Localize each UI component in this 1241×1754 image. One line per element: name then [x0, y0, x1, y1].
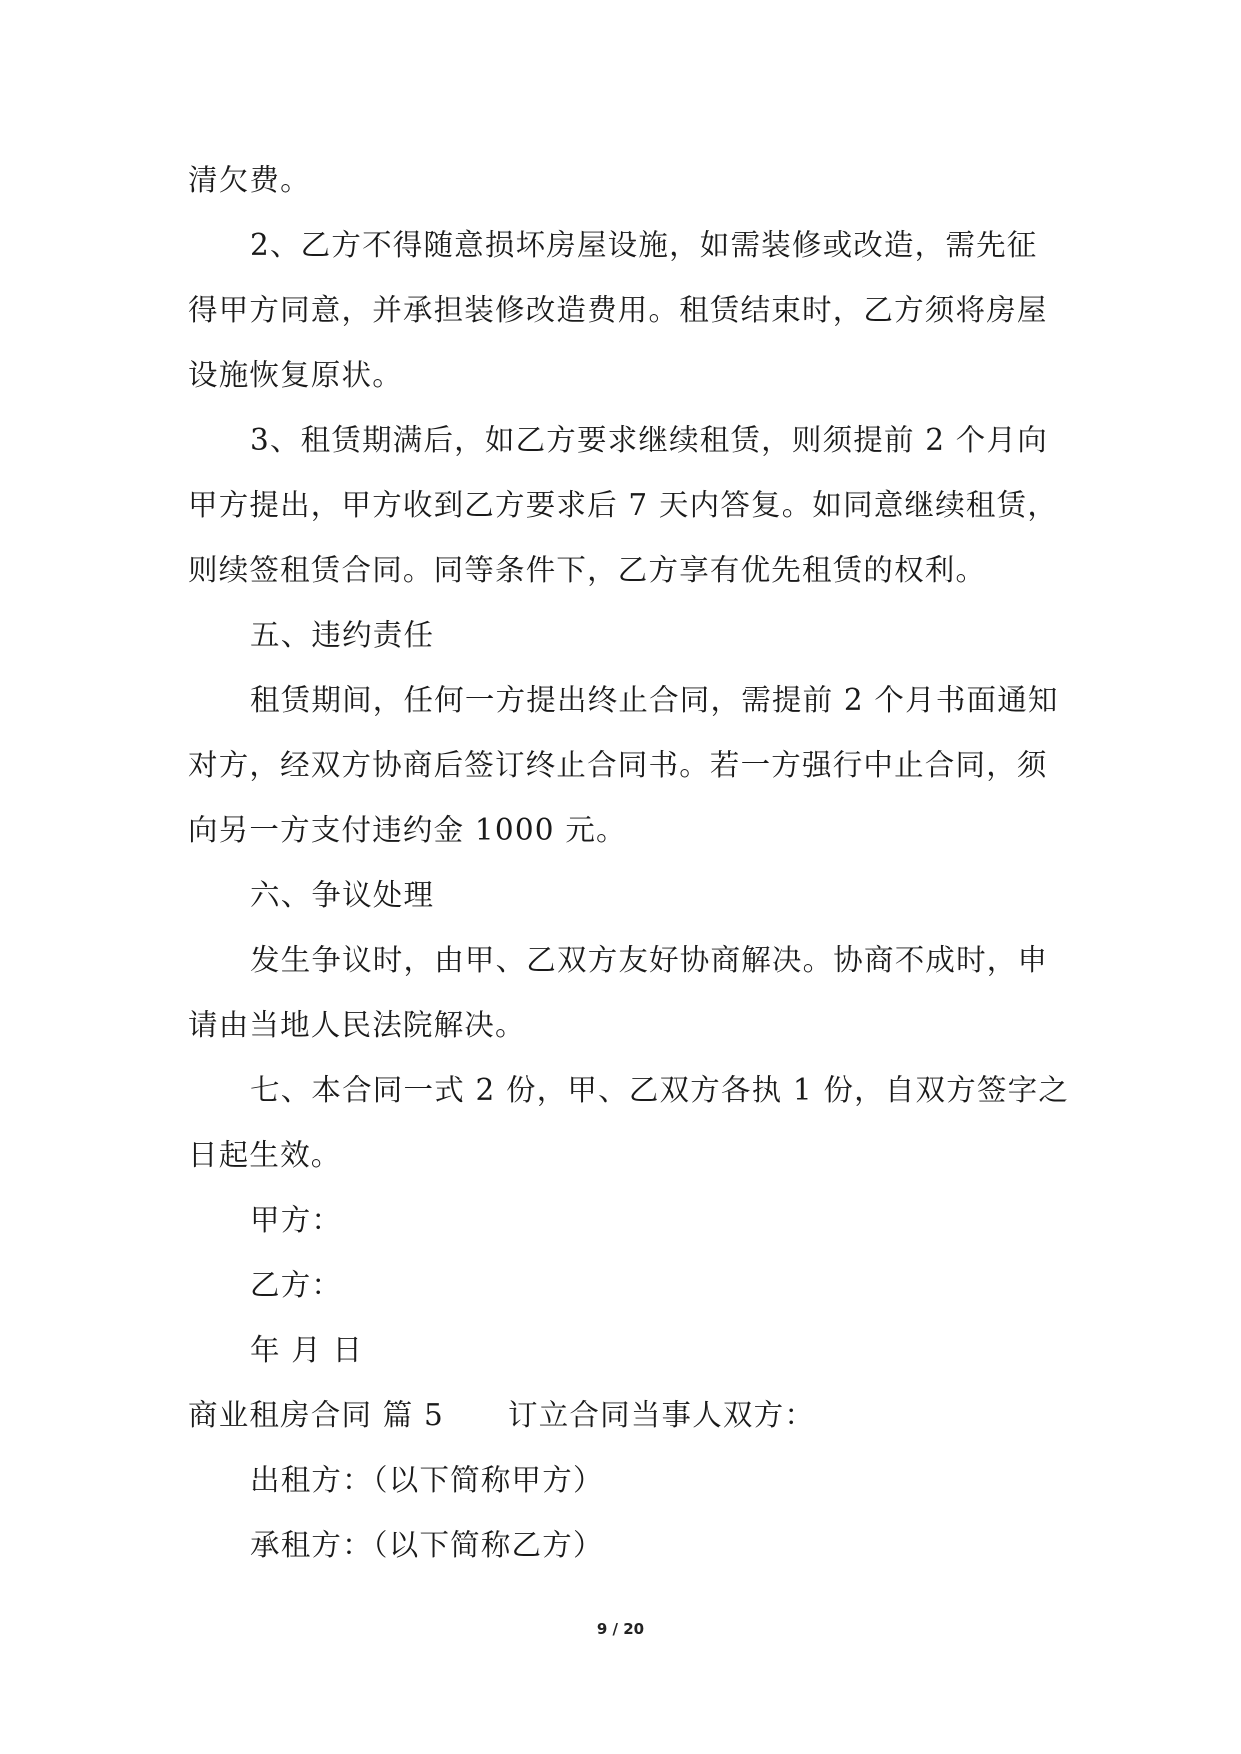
breach-line-2: 对方，经双方协商后签订终止合同书。若一方强行中止合同，须	[188, 748, 1048, 782]
clause-2-line-1: 2、乙方不得随意损坏房屋设施，如需装修或改造，需先征	[250, 228, 1038, 262]
clause-7-line-1: 七、本合同一式 2 份，甲、乙双方各执 1 份，自双方签字之	[250, 1073, 1070, 1107]
section-title: 商业租房合同 篇 5	[188, 1398, 445, 1432]
clause-2-line-2: 得甲方同意，并承担装修改造费用。租赁结束时，乙方须将房屋	[188, 293, 1048, 327]
signature-party-a: 甲方：	[250, 1203, 343, 1237]
clause-3-line-1: 3、租赁期满后，如乙方要求继续租赁，则须提前 2 个月向	[250, 423, 1048, 457]
section-title-line	[188, 1395, 1058, 1460]
page-number: 9 / 20	[596, 1620, 645, 1638]
dispute-line-1: 发生争议时，由甲、乙双方友好协商解决。协商不成时，申	[250, 943, 1049, 977]
section-subtitle: 订立合同当事人双方：	[508, 1398, 816, 1432]
breach-line-3: 向另一方支付违约金 1000 元。	[188, 813, 627, 847]
lessee-line: 承租方：（以下简称乙方）	[250, 1528, 604, 1562]
breach-line-1: 租赁期间，任何一方提出终止合同，需提前 2 个月书面通知	[250, 683, 1059, 717]
clause-7-line-2: 日起生效。	[188, 1138, 342, 1172]
clause-2-line-3: 设施恢复原状。	[188, 358, 403, 392]
signature-date: 年 月 日	[250, 1333, 364, 1367]
clause-3-line-2: 甲方提出，甲方收到乙方要求后 7 天内答复。如同意继续租赁，	[188, 488, 1059, 522]
lessor-line: 出租方：（以下简称甲方）	[250, 1463, 604, 1497]
dispute-line-2: 请由当地人民法院解决。	[188, 1008, 526, 1042]
document-body	[188, 160, 1070, 1590]
text-line: 清欠费。	[188, 163, 311, 197]
signature-party-b: 乙方：	[250, 1268, 343, 1302]
clause-3-line-3: 则续签租赁合同。同等条件下，乙方享有优先租赁的权利。	[188, 553, 987, 587]
section-heading-dispute: 六、争议处理	[250, 878, 435, 912]
section-heading-breach: 五、违约责任	[250, 618, 435, 652]
